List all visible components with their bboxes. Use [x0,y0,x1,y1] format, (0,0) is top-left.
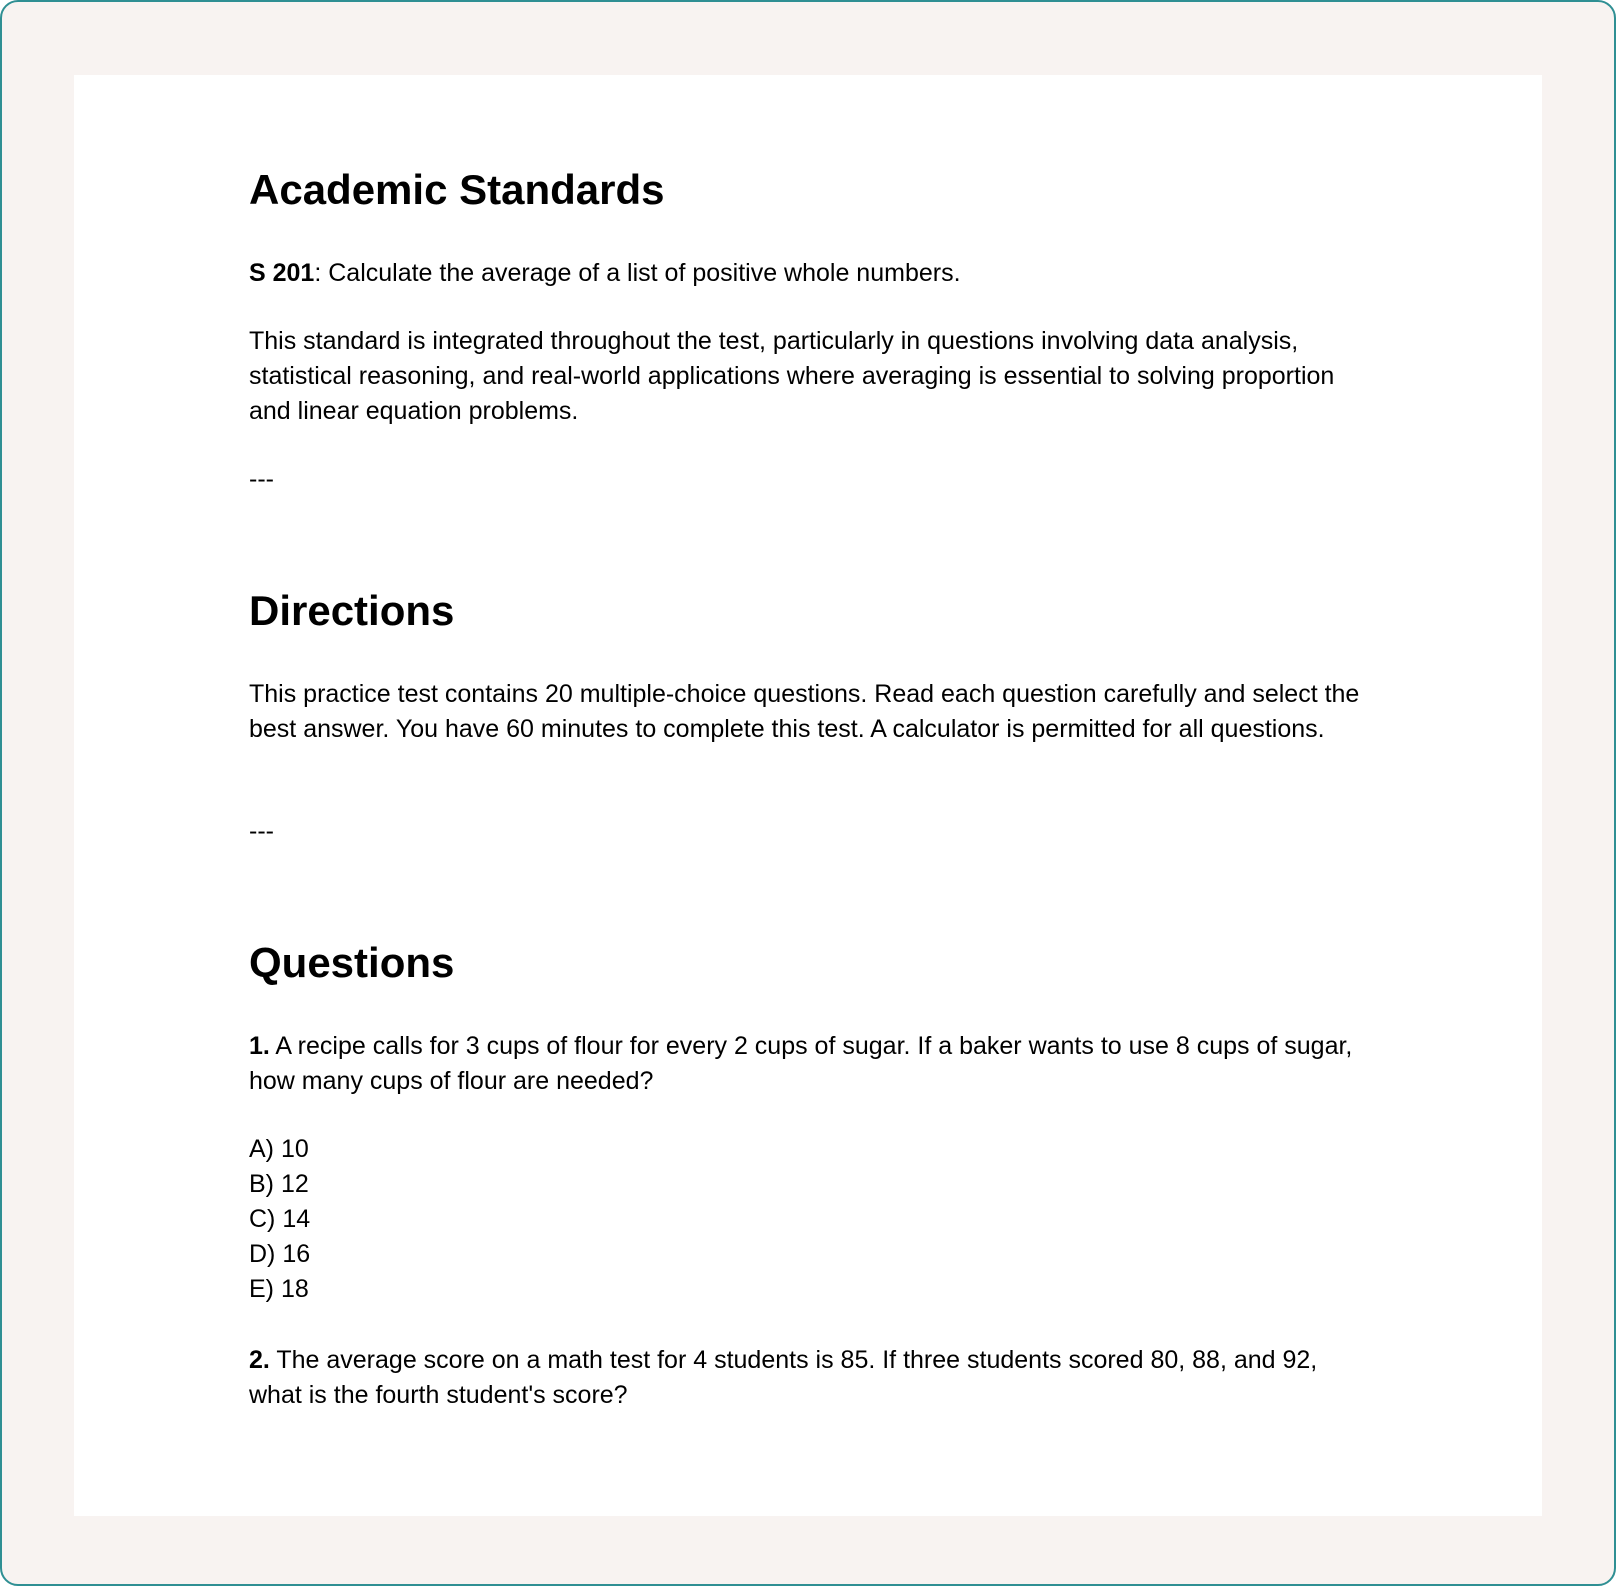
separator-2: --- [249,817,274,845]
question-1-number: 1. [249,1032,270,1060]
question-2-text: The average score on a math test for 4 students is 85. If three students scored 80, 88, and 92, what is the fourth student's score? [249,1346,1318,1409]
standard-code: S 201 [249,259,315,287]
standard-text: : Calculate the average of a list of positive whole numbers. [314,259,961,287]
standard-line [249,256,1369,291]
question-2-number: 2. [249,1346,270,1374]
directions-heading: Directions [249,587,455,634]
question-1-option-e: E) 18 [249,1275,309,1303]
academic-standards-heading: Academic Standards [249,166,665,213]
integration-note: This standard is integrated throughout the test, particularly in questions involving data analysis, statistical reasoning, and real-world applications where averaging is essential to solving proportion and linear equation problems. [249,327,1335,425]
question-1-text: A recipe calls for 3 cups of flour for every 2 cups of sugar. If a baker wants to use 8 cups of sugar, how many cups of flour are needed? [249,1032,1353,1095]
question-1 [249,1029,1369,1099]
separator-1: --- [249,465,274,493]
question-1-option-c: C) 14 [249,1205,311,1233]
document-page [74,75,1542,1516]
question-1-option-b: B) 12 [249,1170,309,1198]
question-2 [249,1343,1369,1413]
directions-text: This practice test contains 20 multiple-choice questions. Read each question carefully and select the best answer. You have 60 minutes to complete this test. A calculator is permitted for all questions. [249,680,1360,743]
questions-heading: Questions [249,939,455,986]
question-1-option-a: A) 10 [249,1135,309,1163]
question-1-option-d: D) 16 [249,1240,311,1268]
